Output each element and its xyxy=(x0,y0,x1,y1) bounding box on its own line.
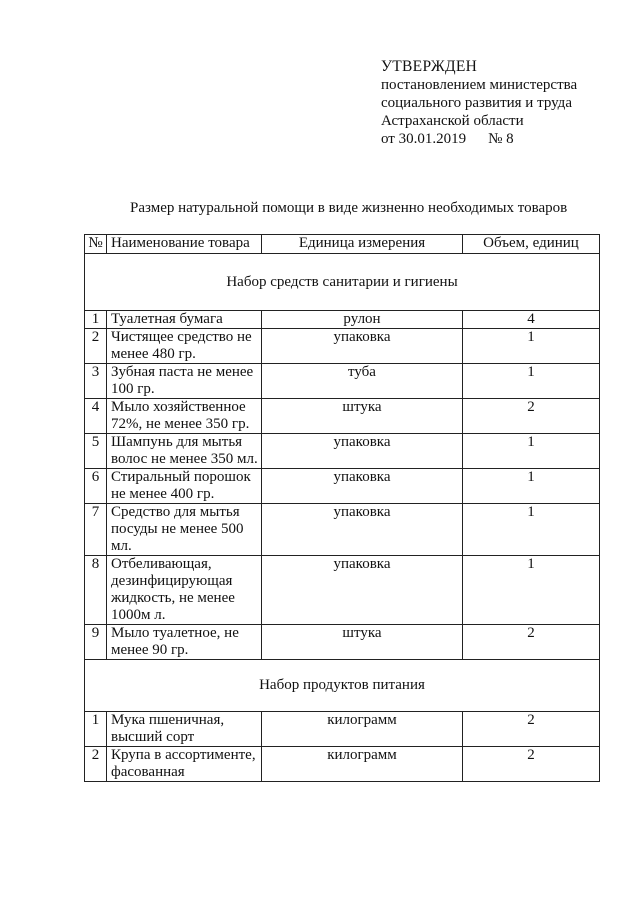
section-title: Набор средств санитарии и гигиены xyxy=(85,254,600,311)
row-unit: упаковка xyxy=(262,434,463,469)
row-name: Отбеливающая, дезинфицирующая жидкость, не менее 1000м л. xyxy=(107,556,262,625)
row-quantity: 4 xyxy=(463,311,600,329)
row-number: 9 xyxy=(85,625,107,660)
row-quantity: 2 xyxy=(463,712,600,747)
row-name: Мука пшеничная, высший сорт xyxy=(107,712,262,747)
section-title: Набор продуктов питания xyxy=(85,660,600,712)
table-row xyxy=(85,625,600,660)
row-number: 7 xyxy=(85,504,107,556)
row-name: Стиральный порошок не менее 400 гр. xyxy=(107,469,262,504)
header-unit: Единица измерения xyxy=(262,235,463,254)
table-row xyxy=(85,434,600,469)
row-number: 1 xyxy=(85,311,107,329)
approval-date: 30.01.2019 xyxy=(398,131,467,147)
row-quantity: 1 xyxy=(463,556,600,625)
header-name: Наименование товара xyxy=(107,235,262,254)
row-unit: туба xyxy=(262,364,463,399)
row-name: Шампунь для мытья волос не менее 350 мл. xyxy=(107,434,262,469)
row-unit: штука xyxy=(262,399,463,434)
goods-table xyxy=(84,234,600,782)
row-quantity: 1 xyxy=(463,469,600,504)
approval-date-line xyxy=(381,130,577,148)
approval-line-2: социального развития и труда xyxy=(381,95,572,111)
header-number: № xyxy=(85,235,107,254)
row-name: Зубная паста не менее 100 гр. xyxy=(107,364,262,399)
row-unit: килограмм xyxy=(262,747,463,782)
row-number: 4 xyxy=(85,399,107,434)
row-quantity: 1 xyxy=(463,364,600,399)
row-name: Мыло хозяйственное 72%, не менее 350 гр. xyxy=(107,399,262,434)
section-row xyxy=(85,660,600,712)
section-row xyxy=(85,254,600,311)
table-row xyxy=(85,311,600,329)
table-row xyxy=(85,364,600,399)
document-title: Размер натуральной помощи в виде жизненно необходимых товаров xyxy=(130,200,568,216)
table-row xyxy=(85,747,600,782)
table-body xyxy=(85,254,600,782)
approval-number: № 8 xyxy=(488,131,514,147)
row-quantity: 2 xyxy=(463,399,600,434)
row-number: 8 xyxy=(85,556,107,625)
row-unit: упаковка xyxy=(262,556,463,625)
table-row xyxy=(85,556,600,625)
row-quantity: 2 xyxy=(463,625,600,660)
row-name: Чистящее средство не менее 480 гр. xyxy=(107,329,262,364)
row-unit: килограмм xyxy=(262,712,463,747)
approval-block xyxy=(381,58,577,148)
row-quantity: 1 xyxy=(463,504,600,556)
row-quantity: 1 xyxy=(463,434,600,469)
table-header-row xyxy=(85,235,600,254)
row-unit: упаковка xyxy=(262,329,463,364)
row-unit: упаковка xyxy=(262,469,463,504)
row-number: 5 xyxy=(85,434,107,469)
row-number: 1 xyxy=(85,712,107,747)
row-unit: рулон xyxy=(262,311,463,329)
row-name: Туалетная бумага xyxy=(107,311,262,329)
row-name: Крупа в ассортименте, фасованная xyxy=(107,747,262,782)
row-quantity: 2 xyxy=(463,747,600,782)
approval-date-prefix: от xyxy=(381,131,395,147)
header-quantity: Объем, единиц xyxy=(463,235,600,254)
row-name: Мыло туалетное, не менее 90 гр. xyxy=(107,625,262,660)
row-quantity: 1 xyxy=(463,329,600,364)
table-row xyxy=(85,399,600,434)
table-row xyxy=(85,329,600,364)
row-name: Средство для мытья посуды не менее 500 мл. xyxy=(107,504,262,556)
table-row xyxy=(85,469,600,504)
approval-line-3: Астраханской области xyxy=(381,113,524,129)
table-row xyxy=(85,712,600,747)
approval-line-1: постановлением министерства xyxy=(381,77,578,93)
row-number: 2 xyxy=(85,329,107,364)
row-unit: штука xyxy=(262,625,463,660)
row-number: 6 xyxy=(85,469,107,504)
row-unit: упаковка xyxy=(262,504,463,556)
approval-heading: УТВЕРЖДЕН xyxy=(381,58,478,75)
row-number: 2 xyxy=(85,747,107,782)
table-row xyxy=(85,504,600,556)
row-number: 3 xyxy=(85,364,107,399)
